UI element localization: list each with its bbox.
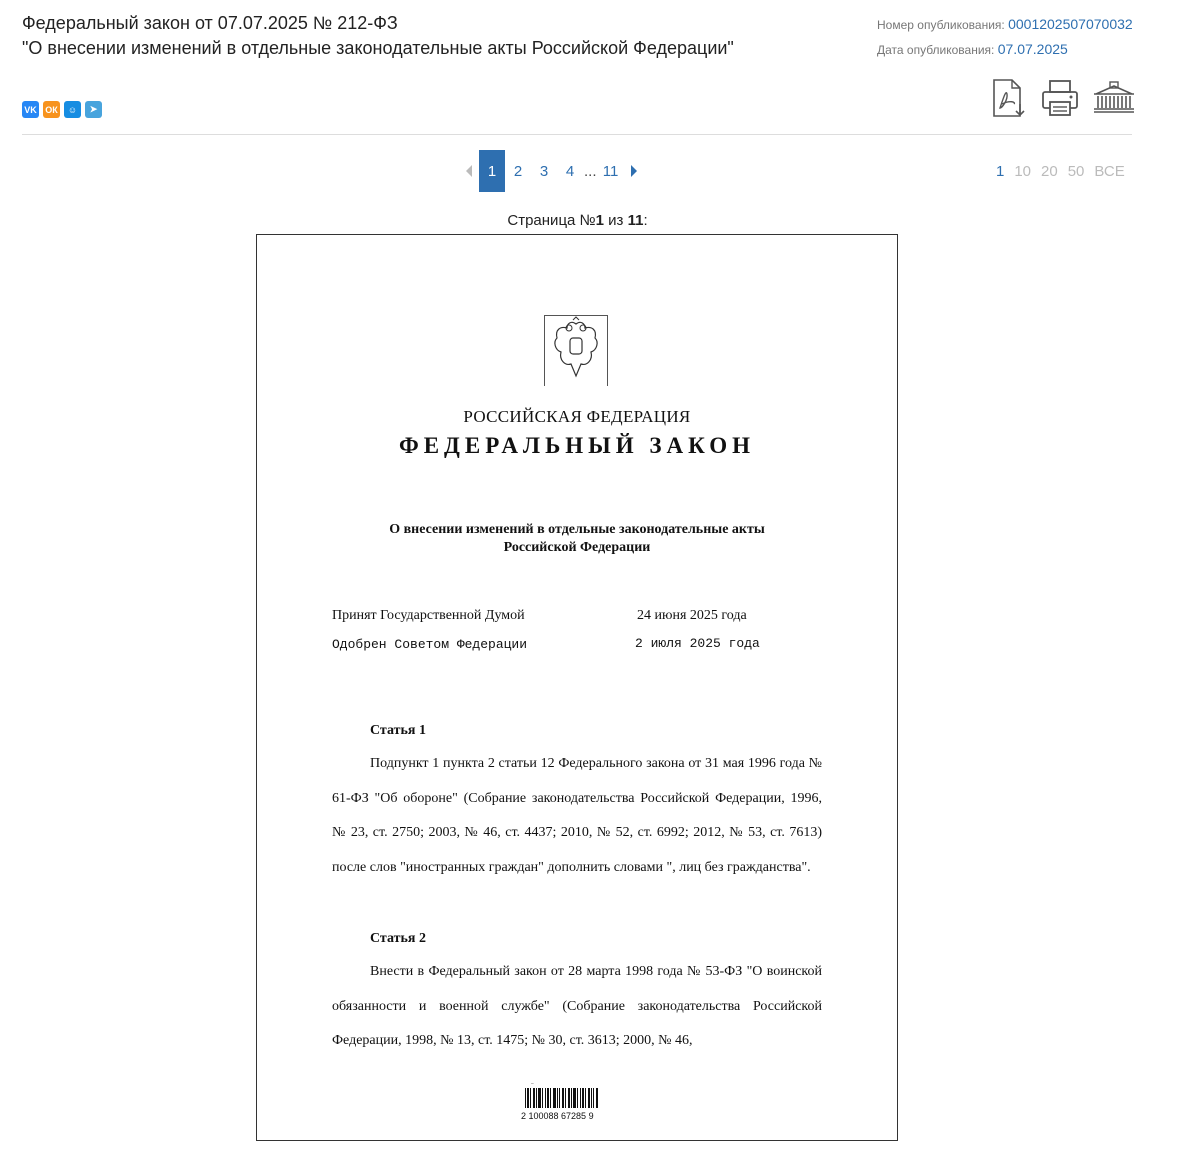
document-state: РОССИЙСКАЯ ФЕДЕРАЦИЯ (463, 407, 691, 426)
barcode (523, 1080, 605, 1115)
svg-text:~: ~ (531, 1082, 534, 1087)
pdf-download-icon[interactable] (990, 78, 1028, 123)
page-link-3[interactable]: 3 (539, 162, 549, 180)
page-link-1[interactable]: 1 (479, 150, 505, 192)
per-page-10[interactable]: 10 (1014, 163, 1032, 180)
header-divider (22, 134, 1132, 135)
coat-of-arms-emblem (544, 315, 608, 386)
article2-heading: Статья 2 (370, 931, 426, 946)
article1-text: Подпункт 1 пункта 2 статьи 12 Федерального закона от 31 мая 1996 года № 61-ФЗ "Об обороне" (Собрание законодательства Российской Федерации, 1996, № 23, ст. 2750; 2003, № 46, ст. 4437; 2010, № 52, ст. 6992; 2012, № 53, ст. 7613) после слов "иностранных граждан" дополнить словами ", лиц без гражданства". (332, 756, 822, 876)
per-page-all[interactable]: ВСЕ (1094, 163, 1125, 180)
caption-page: 1 (595, 212, 604, 229)
publication-date (877, 41, 1068, 57)
approved-label: Одобрен Советом Федерации (332, 637, 528, 652)
per-page-selector (996, 163, 1125, 180)
page-link-2[interactable]: 2 (513, 162, 523, 180)
caption-middle: из (603, 212, 628, 229)
page-subtitle: "О внесении изменений в отдельные законодательные акты Российской Федерации" (22, 38, 734, 58)
adopted-date: 24 июня 2025 года (637, 608, 747, 623)
caption-suffix: : (643, 212, 648, 229)
approved-date: 2 июля 2025 года (635, 636, 760, 651)
publication-number-label: Номер опубликования: (877, 18, 1009, 32)
social-share-bar (22, 101, 102, 118)
publication-date-value[interactable]: 07.07.2025 (997, 41, 1068, 57)
document-subject-line2: Российской Федерации (503, 540, 651, 555)
page-link-4[interactable]: 4 (565, 162, 575, 180)
adopted-label: Принят Государственной Думой (332, 608, 525, 623)
caption-total: 11 (627, 212, 644, 229)
per-page-50[interactable]: 50 (1067, 163, 1085, 180)
publication-date-label: Дата опубликования: (877, 43, 998, 57)
barcode-number: 2 100088 67285 9 (521, 1111, 594, 1121)
document-tools (990, 78, 1136, 123)
publication-number-value[interactable]: 0001202507070032 (1008, 16, 1133, 32)
caption-prefix: Страница № (507, 212, 596, 229)
per-page-20[interactable]: 20 (1041, 163, 1058, 180)
article2-text: Внести в Федеральный закон от 28 марта 1998 года № 53-ФЗ "О воинской обязанности и военной службе" (Собрание законодательства Российской Федерации, 1998, № 13, ст. 1475; № 30, ст. 3613; 2000, № 46, (332, 964, 822, 1049)
document-law-type: ФЕДЕРАЛЬНЫЙ ЗАКОН (398, 433, 756, 458)
government-building-icon[interactable] (1092, 78, 1136, 123)
document-subject-line1: О внесении изменений в отдельные законодательные акты (389, 522, 765, 537)
publication-number (877, 16, 1133, 32)
document-page-image (256, 234, 898, 1141)
page-link-last[interactable]: 11 (602, 162, 619, 180)
prev-page-arrow-icon[interactable] (459, 150, 479, 192)
per-page-1[interactable]: 1 (996, 163, 1005, 180)
moimir-icon[interactable]: ☺ (64, 101, 81, 118)
page-title: Федеральный закон от 07.07.2025 № 212-ФЗ (22, 13, 398, 33)
pagination-ellipsis: ... (584, 162, 597, 180)
article1-heading: Статья 1 (370, 723, 426, 738)
vk-icon[interactable]: VK (22, 101, 39, 118)
next-page-arrow-icon[interactable] (624, 150, 644, 192)
telegram-icon[interactable]: ➤ (85, 101, 102, 118)
page-caption (0, 212, 1155, 229)
odnoklassniki-icon[interactable]: ОК (43, 101, 60, 118)
pagination (459, 150, 644, 192)
print-icon[interactable] (1040, 78, 1080, 123)
